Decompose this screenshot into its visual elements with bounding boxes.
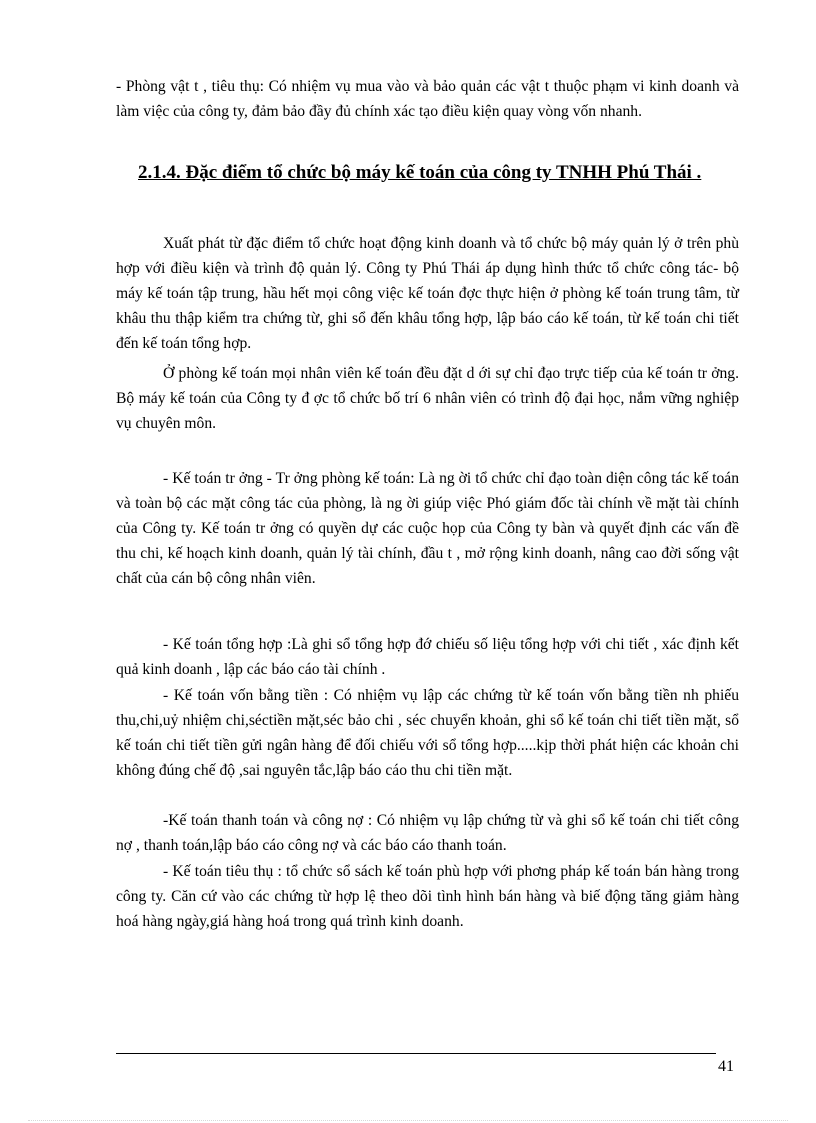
paragraph: Xuất phát từ đặc điểm tổ chức hoạt động kinh doanh và tổ chức bộ máy quản lý ở trên phù hợp với điều kiện và trình độ quản lý. Công ty Phú Thái áp dụng hình thức tổ chức công tác- bộ máy kế toán tập trung, hầu hết mọi công việc kế toán đợc thực hiện ở phòng kế toán trung tâm, từ khâu thu thập kiểm tra chứng từ, ghi sổ đến khâu tổng hợp, lập báo cáo kế toán, từ kế toán chi tiết đến kế toán tổng hợp. [116,235,739,352]
footer-divider [116,1053,716,1054]
page-number: 41 [718,1058,734,1075]
paragraph: - Kế toán tổng hợp :Là ghi sổ tổng hợp đớ chiếu số liệu tổng hợp với chi tiết , xác định kết quả kinh doanh , lập các báo cáo tài chính . [116,636,739,678]
section-heading: 2.1.4. Đặc điểm tổ chức bộ máy kế toán của công ty TNHH Phú Thái . [138,162,702,183]
page-bottom-edge [28,1120,788,1121]
paragraph: -Kế toán thanh toán và công nợ : Có nhiệm vụ lập chứng từ và ghi sổ kế toán chi tiết công nợ , thanh toán,lập báo cáo công nợ và các báo cáo thanh toán. [116,812,739,854]
paragraph: - Kế toán tr ởng - Tr ởng phòng kế toán: Là ng ời tổ chức chỉ đạo toàn diện công tác kế toán và toàn bộ các mặt công tác của phòng, là ng ời giúp việc Phó giám đốc tài chính về mặt tài chính của Công ty. Kế toán tr ởng có quyền dự các cuộc họp của Công ty bàn và quyết định các vấn đề thu chi, kế hoạch kinh doanh, quản lý tài chính, đầu t , mở rộng kinh doanh, nâng cao đời sống vật chất của cán bộ công nhân viên. [116,470,739,587]
paragraph: - Kế toán vốn bằng tiền : Có nhiệm vụ lập các chứng từ kế toán vốn bằng tiền nh phiếu thu,chi,uỷ nhiệm chi,séctiền mặt,séc bảo chi , séc chuyển khoản, ghi sổ kế toán chi tiết tiền mặt, sổ kế toán chi tiết tiền gửi ngân hàng để đối chiếu với sổ tổng hợp.....kịp thời phát hiện các khoản chi không đúng chế độ ,sai nguyên tắc,lập báo cáo thu chi tiền mặt. [116,687,739,779]
intro-paragraph: - Phòng vật t , tiêu thụ: Có nhiệm vụ mua vào và bảo quản các vật t thuộc phạm vi kinh doanh và làm việc của công ty, đảm bảo đầy đủ chính xác tạo điều kiện quay vòng vốn nhanh. [116,78,739,120]
paragraph: Ở phòng kế toán mọi nhân viên kế toán đều đặt d ới sự chỉ đạo trực tiếp của kế toán tr ởng. Bộ máy kế toán của Công ty đ ợc tổ chức bố trí 6 nhân viên có trình độ đại học, nắm vững nghiệp vụ chuyên môn. [116,365,739,432]
paragraph: - Kế toán tiêu thụ : tổ chức sổ sách kế toán phù hợp với phơng pháp kế toán bán hàng trong công ty. Căn cứ vào các chứng từ hợp lệ theo dõi tình hình bán hàng và biế động tăng giảm hàng hoá hàng ngày,giá hàng hoá trong quá trình kinh doanh. [116,863,739,930]
